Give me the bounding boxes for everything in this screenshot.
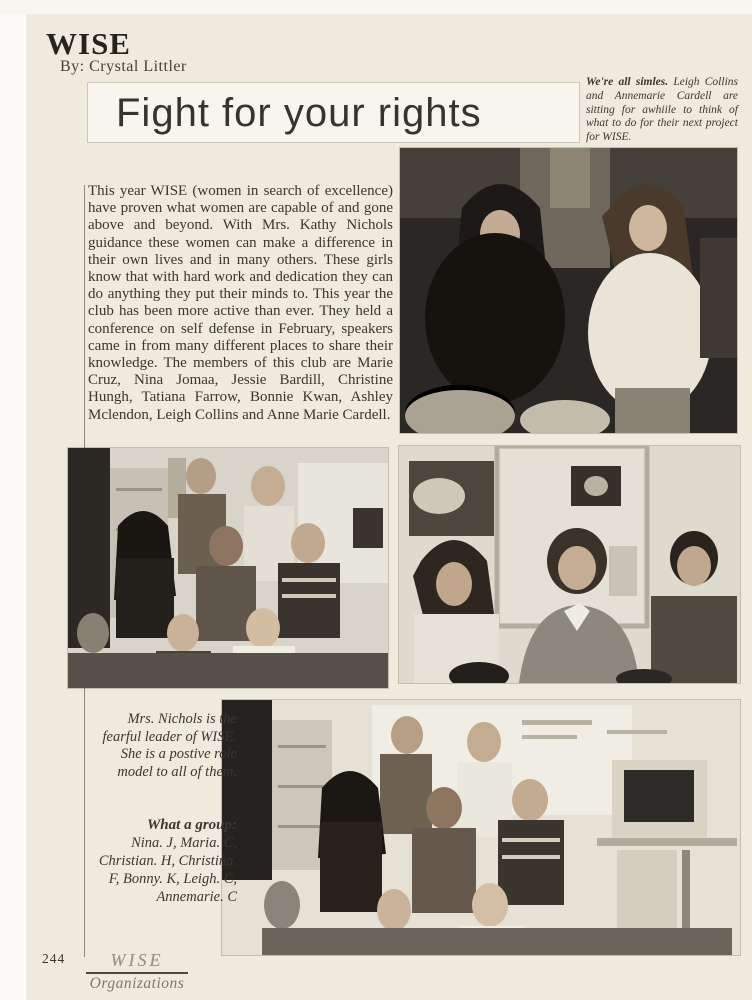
scan-edge-top [0,0,752,14]
photo-nichols-students [399,446,740,683]
byline: By: Crystal Littler [60,58,187,75]
footer-club-script: WISE [110,950,164,970]
photo-image [222,700,740,955]
photo-image [68,448,388,688]
footer-divider [86,972,188,974]
caption-lead: We're all simles. [586,76,669,88]
photo-image [400,148,737,433]
headline-banner [87,82,580,143]
footer-section-label: Organizations [89,975,185,992]
top-photo-caption [586,76,738,145]
headline-text: Fight for your rights [116,90,482,135]
group-caption-names: Nina. J, Maria. C, Christian. H, Christina. F, Bonny. K, Leigh. C, Annemarie. C [98,835,237,905]
photo-leigh-annemarie [400,148,737,433]
footer-section-block [86,950,188,993]
photo-image [399,446,740,683]
photo-group-computer [222,700,740,955]
article-body: This year WISE (women in search of excellence) have proven what women are capable of and gone above and beyond. With Mrs. Kathy Nichols guidance these women can make a difference in their own lives and in many others. These girls know that with hard work and dedication they can do anything they put their minds to. This year the club has been more active than ever. They held a conference on self defense in February, speakers came in from many different places to share their knowledge. The members of this club are Marie Cruz, Nina Jomaa, Jessie Bardill, Christine Hungh, Tatiana Farrow, Bonnie Kwan, Ashley Mclendon, Leigh Collins and Anne Marie Cardell. [88,183,393,423]
scan-edge-left [0,0,26,1000]
club-title: WISE [46,26,131,61]
caption-body: Leigh Collins and Annemarie Cardell are sitting for awhiile to think of what to do for their next project for WISE. [586,76,738,144]
group-caption-heading: What a group: [146,817,237,833]
photo-group-classroom [68,448,388,688]
group-photo-caption [86,816,237,906]
page-number: 244 [42,951,66,966]
nichols-photo-caption: Mrs. Nichols is the fearful leader of WISE. She is a postive role model to all of them. [102,711,237,780]
